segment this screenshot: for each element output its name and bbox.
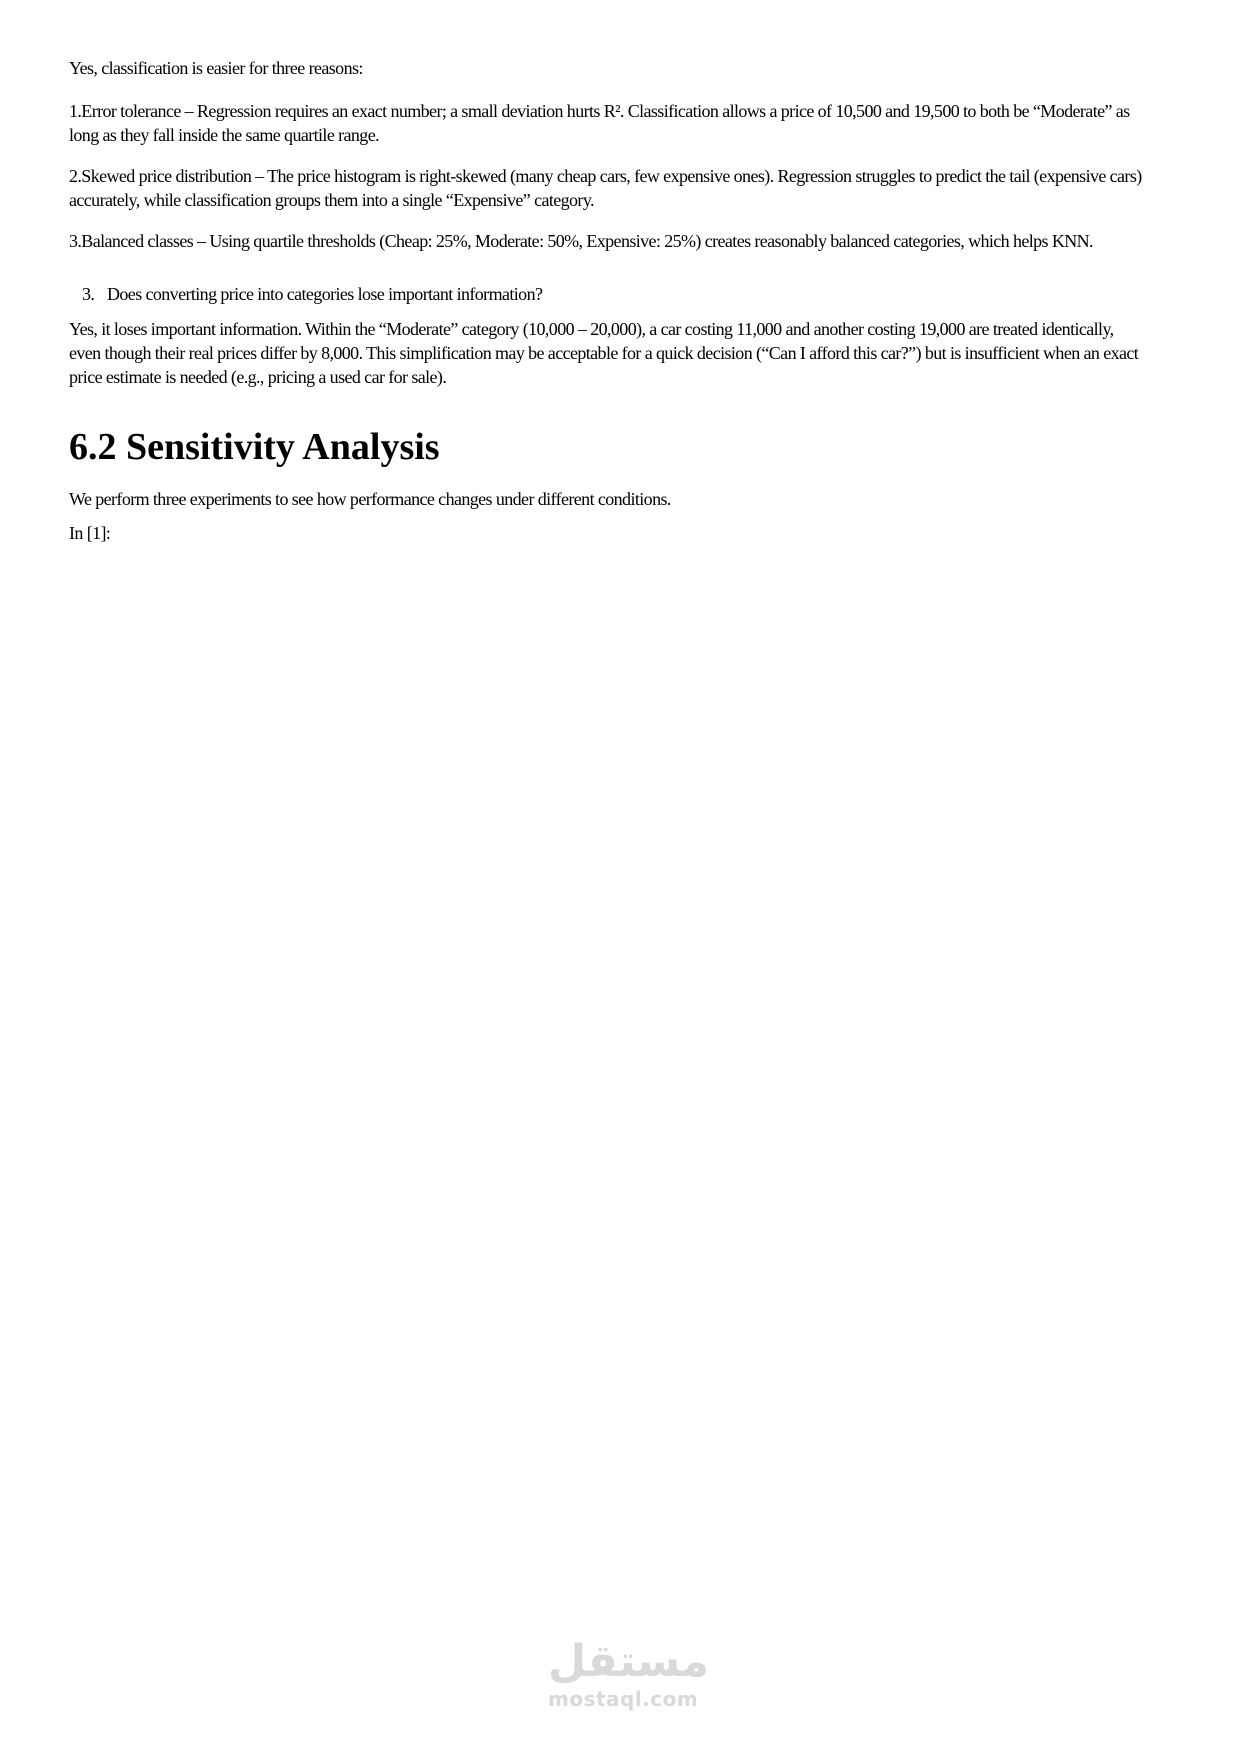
answer-paragraph: Yes, it loses important information. Within the “Moderate” category (10,000 – 20,000), a car costing 11,000 and another costing 19,000 are treated identically, even though their real prices differ by 8,000. This simplification may be acceptable for a quick decision (“Can I afford this car?”) but is insufficient when an exact price estimate is needed (e.g., pricing a used car for sale). bbox=[69, 319, 1139, 387]
cell-input-prompt: In [1]: bbox=[69, 523, 111, 543]
watermark-logo bbox=[548, 1636, 709, 1711]
section-heading: 6.2 Sensitivity Analysis bbox=[69, 426, 440, 468]
question-item bbox=[82, 282, 1149, 306]
watermark-latin-text: mostaql.com bbox=[548, 1687, 699, 1711]
question-number: 3. bbox=[82, 284, 95, 304]
intro-line: Yes, classification is easier for three reasons: bbox=[69, 58, 363, 78]
document-page bbox=[69, 56, 1149, 545]
reason-error-tolerance: 1.Error tolerance – Regression requires an exact number; a small deviation hurts R². Classification allows a price of 10,500 and 19,500 to both be “Moderate” as long as they fall inside the same quartile range. bbox=[69, 101, 1130, 145]
watermark-arabic-text: مستقل bbox=[548, 1636, 709, 1687]
reason-skewed-distribution: 2.Skewed price distribution – The price histogram is right-skewed (many cheap cars, few expensive ones). Regression struggles to predict the tail (expensive cars) accurately, while classification groups them into a single “Expensive” category. bbox=[69, 166, 1142, 210]
question-text: Does converting price into categories lose important information? bbox=[107, 284, 543, 304]
reason-balanced-classes: 3.Balanced classes – Using quartile thresholds (Cheap: 25%, Moderate: 50%, Expensive: 25%) creates reasonably balanced categories, which helps KNN. bbox=[69, 231, 1093, 251]
section-intro: We perform three experiments to see how performance changes under different conditions. bbox=[69, 489, 671, 509]
